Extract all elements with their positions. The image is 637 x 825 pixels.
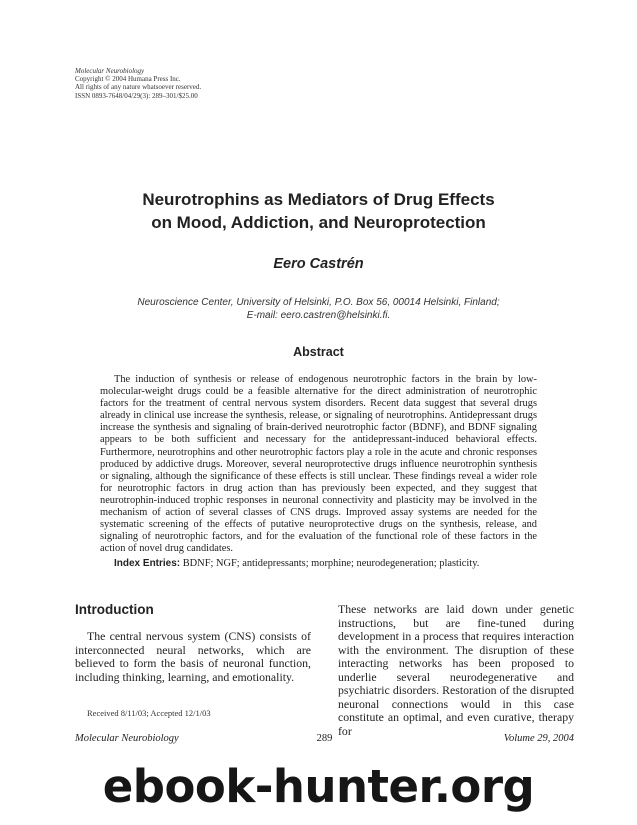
- index-label: Index Entries:: [114, 558, 181, 569]
- header-rights: All rights of any nature whatsoever reserved.: [75, 83, 202, 92]
- article-title: [60, 188, 577, 234]
- footer-page-number: 289: [316, 733, 333, 744]
- index-entries: [114, 557, 574, 570]
- abstract-text: The induction of synthesis or release of endogenous neurotrophic factors in the brain by low-molecular-weight drugs could be a feasible alternative for the direct administration of neurotrophic factors for the treatment of central nervous system disorders. Recent data suggest that several drugs already in clinical use increase the synthesis, release, or signaling of neurotrophins. Antidepressant drugs increase the synthesis and signaling of brain-derived neurotrophic factor (BDNF), and BDNF signaling appears to be both sufficient and necessary for the antidepressant-induced behavioral effects. Furthermore, neurotrophins and other neurotrophic factors play a role in the acute and chronic responses produced by addictive drugs. Moreover, several neuroprotective drugs influence neurotrophin synthesis or signaling, although the significance of these effects is still unclear. These findings reveal a wider role for neurotrophic factors in drug action than has previously been expected, and they suggest that neurotrophin-induced trophic responses in neuronal connectivity and plasticity may be involved in the mechanism of action of several classes of CNS drugs. Improved assay systems are needed for the systematic screening of the effects of putative neuroprotective drugs on the synthesis, release, and signaling of neurotrophic factors, and for the evaluation of the functional role of these factors in the action of novel drug candidates.: [100, 374, 537, 555]
- title-line-1: Neurotrophins as Mediators of Drug Effects: [142, 190, 495, 209]
- affiliation-line-2: E-mail: eero.castren@helsinki.fi.: [246, 310, 391, 321]
- footer-volume: Volume 29, 2004: [503, 733, 574, 744]
- header-issn: ISSN 0893-7648/04/29(3): 289–301/$25.00: [75, 91, 198, 100]
- abstract-heading: Abstract: [293, 345, 344, 359]
- author-name: Eero Castrén: [273, 256, 364, 272]
- intro-heading: Introduction: [75, 602, 154, 617]
- received-dates: Received 8/11/03; Accepted 12/1/03: [87, 708, 211, 718]
- watermark: ebook-hunter.org: [102, 760, 535, 813]
- header-copyright: Copyright © 2004 Humana Press Inc.: [75, 75, 181, 84]
- footer-journal: Molecular Neurobiology: [75, 733, 179, 744]
- journal-header: [75, 67, 201, 100]
- header-journal: Molecular Neurobiology: [75, 67, 145, 75]
- affiliation: [60, 296, 577, 322]
- intro-column-1: The central nervous system (CNS) consists of interconnected neural networks, which are believed to form the basis of neuronal function, including thinking, learning, and emotionality.: [75, 629, 311, 684]
- affiliation-line-1: Neuroscience Center, University of Helsinki, P.O. Box 56, 00014 Helsinki, Finland;: [137, 297, 500, 308]
- intro-column-2: These networks are laid down under genetic instructions, but are fine-tuned during development in a process that requires interaction with the environment. The disruption of these interacting networks has been proposed to underlie several neurodegenerative and psychiatric disorders. Restoration of the disrupted neuronal connections would in this case constitute an optimal, and even curative, therapy for: [338, 602, 574, 738]
- index-terms: BDNF; NGF; antidepressants; morphine; neurodegeneration; plasticity.: [182, 558, 480, 569]
- title-line-2: on Mood, Addiction, and Neuroprotection: [151, 213, 486, 232]
